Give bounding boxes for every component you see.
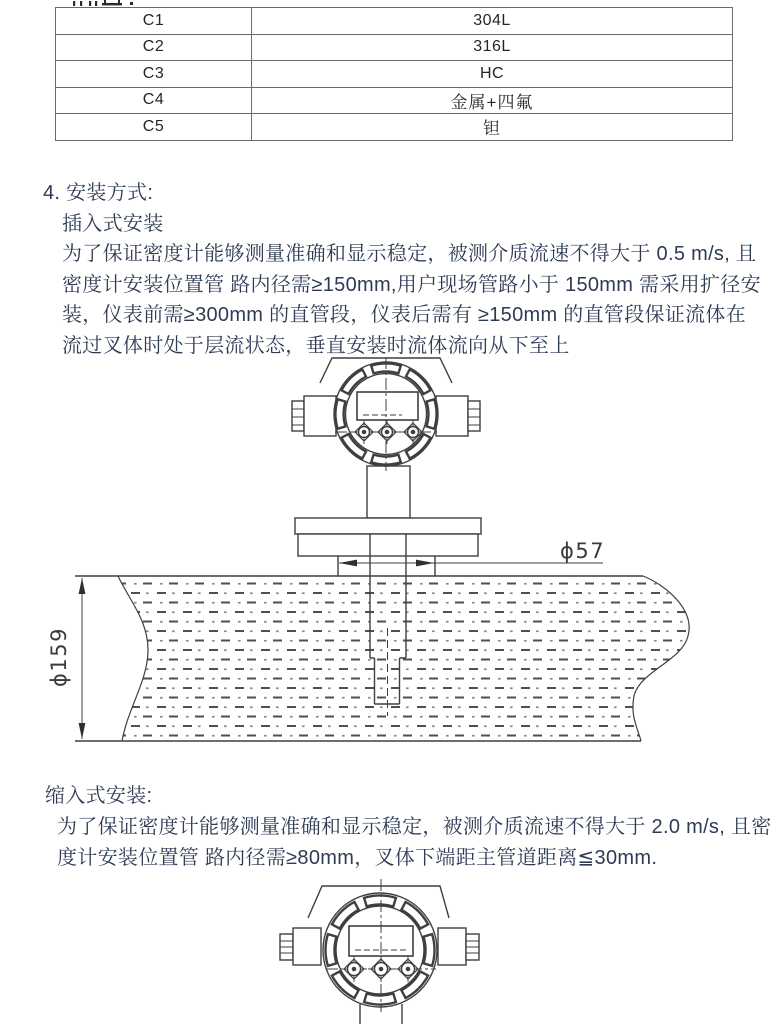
retraction-paragraph (57, 810, 772, 871)
retraction-install-diagram (0, 875, 773, 1024)
material-code: C2 (56, 34, 252, 61)
section-heading: 4. 安装方式: (43, 182, 154, 204)
table-row (56, 8, 733, 35)
material-value: 304L (252, 8, 733, 35)
cable-gland-right (438, 928, 479, 965)
paragraph-line: 为了保证密度计能够测量准确和显示稳定，被测介质流速不得大于 0.5 m/s, 且 (62, 243, 757, 265)
cable-gland-left (280, 928, 321, 965)
clipped-text-fragment (45, 0, 155, 7)
insertion-subtitle: 插入式安装 (62, 213, 164, 235)
material-code: C5 (56, 114, 252, 141)
material-code: C1 (56, 8, 252, 35)
head-buttons (341, 956, 421, 982)
material-value: HC (252, 61, 733, 88)
table-row (56, 87, 733, 114)
insertion-paragraph (62, 237, 761, 359)
paragraph-line: 度计安装位置管 路内径需≥80mm，叉体下端距主管道距离≦30mm. (57, 846, 658, 869)
material-value: 金属+四氟 (252, 87, 733, 114)
lcd-display (357, 392, 418, 420)
insertion-install-diagram (0, 350, 773, 755)
paragraph-line: 装，仪表前需≥300mm 的直管段，仪表后需有 ≥150mm 的直管段保证流体在 (62, 304, 747, 327)
neck (367, 466, 410, 518)
materials-table (55, 7, 733, 141)
cable-gland-left (292, 396, 336, 436)
table-row (56, 61, 733, 88)
retraction-subtitle: 缩入式安装: (45, 785, 153, 807)
pipe-diameter-label: ϕ159 (47, 627, 71, 687)
material-value: 316L (252, 34, 733, 61)
paragraph-line: 密度计安装位置管 路内径需≥150mm,用户现场管路小于 150mm 需采用扩径安 (62, 273, 761, 296)
flange-lower-plate (298, 534, 478, 556)
dimension-pipe-diameter (79, 578, 86, 739)
material-code: C4 (56, 87, 252, 114)
stub-diameter-label: ϕ57 (560, 539, 606, 563)
paragraph-line: 流过叉体时处于层流状态，垂直安装时流体流向从下至上 (62, 334, 570, 357)
paragraph-line: 为了保证密度计能够测量准确和显示稳定，被测介质流速不得大于 2.0 m/s, 且密 (57, 816, 772, 838)
material-value: 钽 (252, 114, 733, 141)
cable-gland-right (436, 396, 480, 436)
table-row (56, 34, 733, 61)
mounting-stub (338, 556, 435, 576)
flange-upper-plate (295, 518, 481, 534)
material-code: C3 (56, 61, 252, 88)
table-row (56, 114, 733, 141)
